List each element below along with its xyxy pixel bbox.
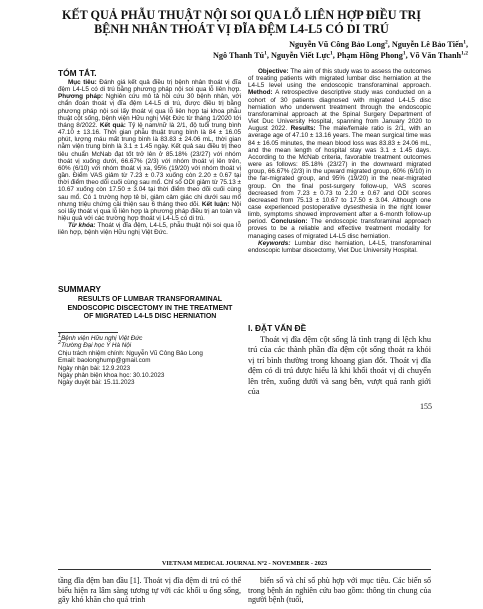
header-rule xyxy=(58,569,431,570)
results-text: The male/female ratio is 2/1, with an average age of 47.10 ± 13.16 years. The mean surgical time was 84 ± 16.05 minutes, the mean blood loss was 83.83 ± 24.06 mL, and the mean length of hospital stay was 3.1 ± 1.45 days. According to the McNab criteria, favorable treatment outcomes were as follows: 85.18% (23/27) in the downward migrated group, 66.67% (2/3) in the upward migrated group, 60% (6/10) in the far-migrated group, and 95% (19/20) in the near-migrated group. On the final post-surgery follow-up, VAS scores decreased from 7.23 ± 0.73 to 2.20 ± 0.67 and ODI scores decreased from 75.13 ± 10.67 to 17.50 ± 3.04. Although one case experienced postoperative dysesthesia in the right lower limb, symptoms showed improvement after a 6-month follow-up period. xyxy=(248,125,432,226)
english-title: RESULTS OF LUMBAR TRANSFORAMINAL ENDOSCOPIC DISCECTOMY IN THE TREATMENT OF MIGRATED L4-L5 DISC HERNIATION xyxy=(67,296,233,320)
footnote-affiliation xyxy=(58,342,241,349)
method-label: Method: xyxy=(248,89,273,97)
muc-tieu-text: Đánh giá kết quả điều trị bệnh nhân thoát vị đĩa đệm L4-L5 có di trú bằng phương pháp nội soi qua lỗ liên hợp. xyxy=(58,79,241,94)
affiliation-mark: 2 xyxy=(385,39,388,46)
results-label: Results: xyxy=(290,125,316,133)
next-page-right-text: biến số và chỉ số phù hợp với mục tiêu. Các biến số trong bệnh án nghiên cứu bao gồm: thông tin chung của người bệnh (tuổi, xyxy=(248,576,431,605)
affiliation-mark: 2 xyxy=(58,340,62,347)
affiliation-mark: 1 xyxy=(402,49,406,56)
footnote-divider xyxy=(58,332,118,333)
tu-khoa-label: Từ khóa: xyxy=(68,222,96,230)
conclusion-text: The endoscopic transforaminal approach proves to be a reliable and effective treatment modality for managing cases of migrated L4-L5 disc herniation. xyxy=(248,218,431,240)
author-name: Nguyễn Vũ Công Bảo Long xyxy=(289,40,385,49)
tomtat-heading: TÓM TẮT. xyxy=(58,68,97,78)
objective-label: Objective: xyxy=(258,68,289,75)
affiliation-mark: 1 xyxy=(463,39,466,46)
date-reviewed: Ngày phản biện khoa học: 30.10.2023 xyxy=(58,372,165,380)
author-name: Phạm Hồng Phong xyxy=(336,50,403,60)
article-title xyxy=(20,8,463,36)
method-text: A retrospective descriptive study was conducted on a cohort of 30 patients diagnosed with migrated L4-L5 disc herniation who underwent treatment through the endoscopic transforaminal approach at the Spinal Surgery Department of Viet Duc University Hospital, spanning from January 2020 to August 2022. xyxy=(248,89,431,133)
objective-text: The aim of this study was to assess the outcomes of treating patients with migrated lumbar disc herniation at the L4-L5 level using the endoscopic transforaminal approach. xyxy=(248,68,431,90)
ket-qua-label: Kết quả: xyxy=(99,121,126,129)
summary-heading: SUMMARY xyxy=(58,284,101,294)
affiliation-mark: 1 xyxy=(330,49,333,56)
affiliation-mark: 1 xyxy=(264,49,267,56)
title-line-2: BỆNH NHÂN THOÁT VỊ ĐĨA ĐỆM L4-L5 CÓ DI TRÚ xyxy=(94,22,389,36)
vietnamese-abstract xyxy=(58,79,241,236)
ket-luan-text: Nội soi lấy thoát vị qua lỗ liên hợp là phương pháp điều trị an toàn và hiệu quả với các trường hợp thoát vị L4-L5 có di trú. xyxy=(58,200,241,222)
keywords-paragraph xyxy=(58,222,241,236)
summary-keywords-paragraph xyxy=(248,240,431,254)
date-received: Ngày nhận bài: 12.9.2023 xyxy=(58,364,131,372)
english-abstract xyxy=(248,68,431,254)
author-name: Nguyễn Viết Lực xyxy=(270,50,331,60)
author-name: Ngô Thanh Tú xyxy=(212,50,265,60)
author-name: Võ Văn Thanh xyxy=(409,50,462,60)
abstract-paragraph xyxy=(58,79,241,222)
affiliation-mark: 1 xyxy=(58,332,62,339)
journal-header: VIETNAM MEDICAL JOURNAL Nº2 - NOVEMBER - 2023 xyxy=(161,560,328,567)
footnotes xyxy=(58,332,241,387)
keywords-label: Keywords: xyxy=(258,239,291,247)
summary-paragraph xyxy=(248,68,431,240)
keywords-text: Lumbar disc herniation, L4-L5, transforaminal endoscopic lumbar discectomy, Viet Duc University Hospital. xyxy=(248,239,431,254)
affiliation-text: Bệnh viện Hữu nghị Việt Đức xyxy=(61,335,143,342)
affiliation-mark: 1,2 xyxy=(461,49,468,56)
author-line-2: Ngô Thanh $Tú^1$, Nguyễn Viết Lực$^1$, Phạm Hồng Phong$^1$, Võ Văn Thanh$^{1,2}$ xyxy=(212,49,468,60)
conclusion-label: Conclusion: xyxy=(270,218,308,226)
ket-qua-text: Tỷ lệ nam/nữ là 2/1, độ tuổi trung bình 47.10 ± 13.16. Thời gian phẫu thuật trung bình là 84 ± 16.05 phút, lượng máu mất trung bình là 83.83 ± 24.06 mL, thời gian nằm viện trung bình là 3.1 ± 1.45 ngày. Kết quả sau điều trị theo tiêu chuẩn McNab đạt tốt trở lên ở 85.18% (23/27) với nhóm thoát vị xuống dưới, 66.67% (2/3) với nhóm thoát vị lên trên, 60% (6/10) với nhóm thoát vị xa, 95% (19/20) với nhóm thoát vị gần. Điểm VAS giảm từ 7.23 ± 0.73 xuống còn 2.20 ± 0.67 tại thời điểm theo dõi cuối cùng sau mổ. Chỉ số ODI giảm từ 75.13 ± 10.67 xuống còn 17.50 ± 3.04 tại thời điểm theo dõi cuối cùng sau mổ. Có 1 trường hợp tê bì, giảm cảm giác chi dưới sau mổ nhưng triệu chứng cải thiện sau 6 tháng theo dõi. xyxy=(58,121,242,208)
phuong-phap-label: Phương pháp: xyxy=(58,93,103,101)
author-name: Nguyễn Lê Bảo Tiến xyxy=(391,40,464,49)
next-page-left-text: tầng đĩa đệm ban đầu [1]. Thoát vị đĩa đệm di trú có thể biểu hiện ra lâm sàng tương tự với các khối u ống sống, gây khó khăn cho quá trình xyxy=(58,576,241,605)
affiliation-text: Trường Đại học Y Hà Nội xyxy=(61,342,132,350)
section-heading: I. ĐẶT VẤN ĐỀ xyxy=(248,323,307,333)
muc-tieu-label: Mục tiêu: xyxy=(68,79,97,86)
phuong-phap-text: Nghiên cứu mô tả hồi cứu 30 bệnh nhân, với chẩn đoán thoát vị đĩa đệm L4-L5 di trú, được điều trị bằng phương pháp nội soi lấy thoát vị qua lỗ liên hợp tại khoa phẫu thuật cột sống, bệnh viện Hữu nghị Việt Đức từ tháng 1/2020 tới tháng 8/2022. xyxy=(58,93,241,129)
corresponding-author: Chịu trách nhiệm chính: Nguyễn Vũ Công Bảo Long xyxy=(58,349,203,357)
author-email: Email: baolonghump@gmail.com xyxy=(58,357,151,365)
author-line-1: Nguyễn Vũ Công Bảo Long$^2$, Nguyễn Lê Bảo Tiến$^1$, xyxy=(289,39,468,49)
date-accepted: Ngày duyệt bài: 15.11.2023 xyxy=(58,379,135,387)
section-intro-text: Thoát vị đĩa đệm cột sống là tình trạng di lệch khu trú của các thành phần đĩa đệm cột sống thoát ra khỏi vị trí bình thường trong khoang gian đốt. Thoát vị đĩa đệm có di trú được hiểu là khi khối thoát vị di chuyển lên trên, xuống dưới và sang bên, vượt quá ranh giới của xyxy=(248,335,431,397)
author-list xyxy=(150,40,468,61)
ket-luan-label: Kết luận: xyxy=(201,200,230,208)
title-line-1: KẾT QUẢ PHẪU THUẬT NỘI SOI QUA LỖ LIÊN HỢP ĐIỀU TRỊ xyxy=(61,8,422,22)
page-number: 155 xyxy=(420,402,432,411)
tu-khoa-text: Thoát vị đĩa đệm, L4-L5, phẫu thuật nội soi qua lỗ liên hợp, bệnh viện Hữu nghị Việt Đức. xyxy=(58,222,241,237)
